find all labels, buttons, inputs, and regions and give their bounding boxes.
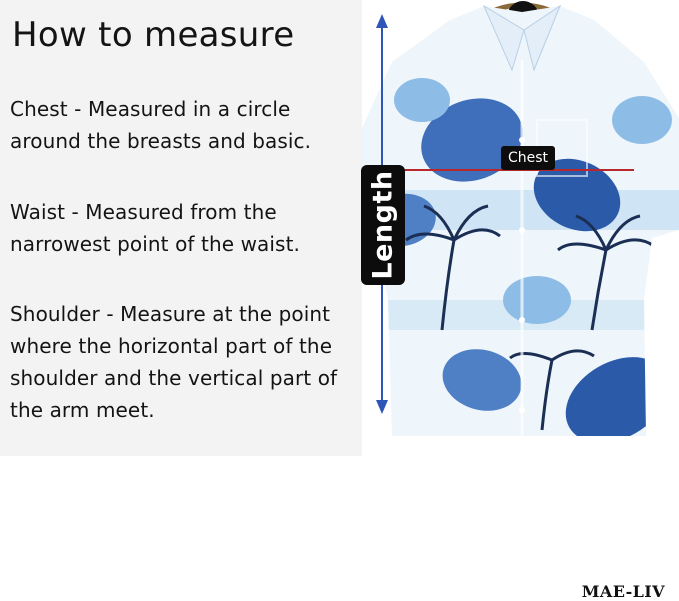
shoulder-instruction: Shoulder - Measure at the point where the horizontal part of the shoulder and the vertical part of the arm meet. [10,302,338,422]
shirt-illustration [362,0,679,440]
shirt-body [362,0,679,440]
length-label-text: Length [367,170,399,280]
brand-wordmark: MAE-LIV [581,582,665,601]
chest-instruction: Chest - Measured in a circle around the breasts and basic. [10,97,312,153]
waist-instruction: Waist - Measured from the narrowest point of the waist. [10,200,300,256]
instructions-panel [0,0,362,456]
chest-label: Chest [501,146,555,170]
length-label [361,165,405,285]
guide-title: How to measure [12,15,295,55]
shirt-photo [362,0,679,440]
